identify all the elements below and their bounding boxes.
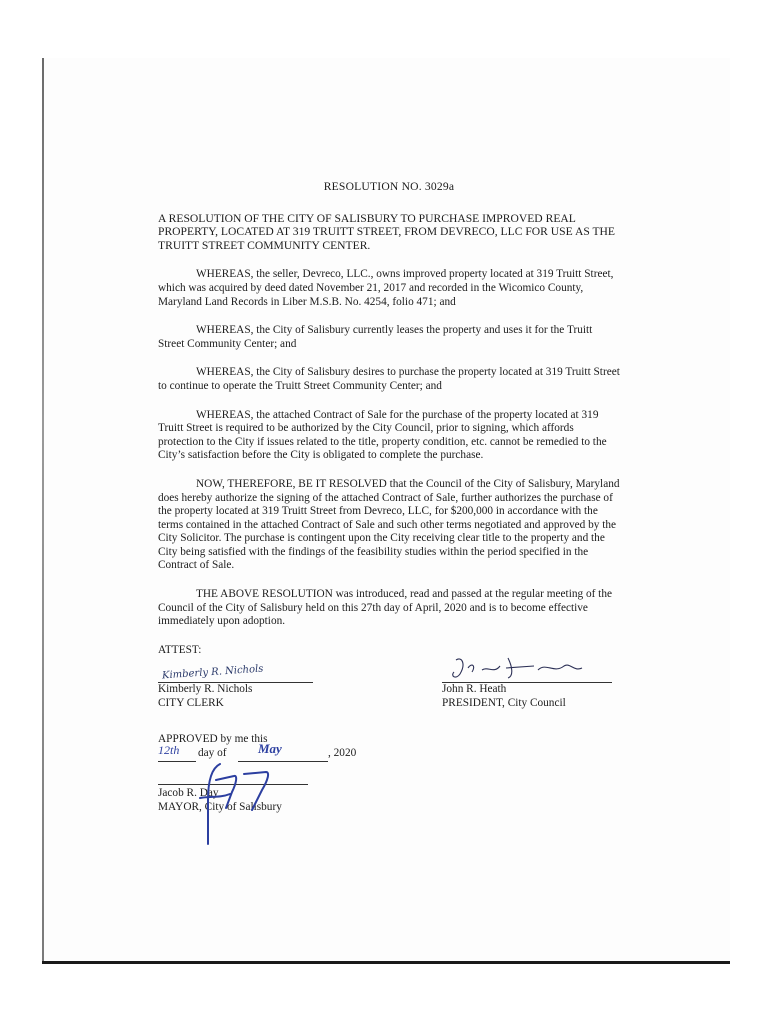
approval-label: APPROVED by me this [158, 733, 268, 745]
approval-month-handwritten: May [258, 740, 282, 756]
approval-day-handwritten: 12th [158, 742, 180, 757]
president-signature-line [442, 662, 612, 683]
resolution-number: RESOLUTION NO. 3029a [323, 180, 455, 193]
clerk-signature-line [158, 662, 313, 683]
clerk-name: Kimberly R. Nichols [158, 683, 253, 695]
adoption-paragraph: THE ABOVE RESOLUTION was introduced, read and passed at the regular meeting of the Council of the City of Salisbury held on this 27th day of April, 2020 and is to become effective immediately upon adoption. [158, 588, 612, 628]
whereas-paragraph-3: WHEREAS, the City of Salisbury desires to purchase the property located at 319 Truitt Street to continue to operate the Truitt Street Community Center; and [158, 366, 620, 392]
mayor-name: Jacob R. Day [158, 787, 219, 799]
scan-edge-bottom [42, 961, 730, 964]
attest-label: ATTEST: [158, 643, 202, 656]
approval-year: , 2020 [328, 746, 357, 759]
clerk-signature-block [158, 662, 313, 710]
president-signature-block [442, 662, 612, 710]
resolution-document [158, 180, 620, 657]
mayor-title: MAYOR, City of Salisbury [158, 800, 282, 813]
whereas-paragraph-4: WHEREAS, the attached Contract of Sale for the purchase of the property located at 319 Truitt Street is required to be authorized by the City Council, prior to signing, which affords protection to the City if issues related to the title, property condition, etc. cannot be remedied to the City’s satisfaction before the City is obligated to complete the purchase. [158, 408, 607, 462]
whereas-paragraph-2: WHEREAS, the City of Salisbury currently leases the property and uses it for the Truitt Street Community Center; and [158, 324, 593, 350]
president-title: PRESIDENT, City Council [442, 696, 566, 709]
resolution-heading: A RESOLUTION OF THE CITY OF SALISBURY TO PURCHASE IMPROVED REAL PROPERTY, LOCATED AT 319 TRUITT STREET, FROM DEVRECO, LLC FOR USE AS THE TRUITT STREET COMMUNITY CENTER. [158, 211, 615, 252]
president-name: John R. Heath [442, 683, 507, 695]
mayor-signature [190, 740, 280, 850]
president-signature [442, 654, 612, 682]
whereas-paragraph-1: WHEREAS, the seller, Devreco, LLC., owns improved property located at 319 Truitt Street, which was acquired by deed dated November 21, 2017 and recorded in the Wicomico County, Maryland Land Records in Liber M.S.B. No. 4254, folio 471; and [158, 268, 614, 308]
clerk-title: CITY CLERK [158, 696, 224, 709]
scan-edge-left [42, 58, 44, 962]
approval-day-label: day of [198, 746, 227, 759]
clerk-signature: Kimberly R. Nichols [161, 663, 264, 682]
resolved-paragraph: NOW, THEREFORE, BE IT RESOLVED that the Council of the City of Salisbury, Maryland does hereby authorize the signing of the attached Contract of Sale, further authorizes the purchase of the property located at 319 Truitt Street from Devreco, LLC, for $200,000 in accordance with the terms contained in the attached Contract of Sale and such other terms negotiated and approved by the City Solicitor. The purchase is contingent upon the City receiving clear title to the property and the City being satisfied with the findings of the feasibility studies within the period specified in the Contract of Sale. [158, 477, 620, 572]
